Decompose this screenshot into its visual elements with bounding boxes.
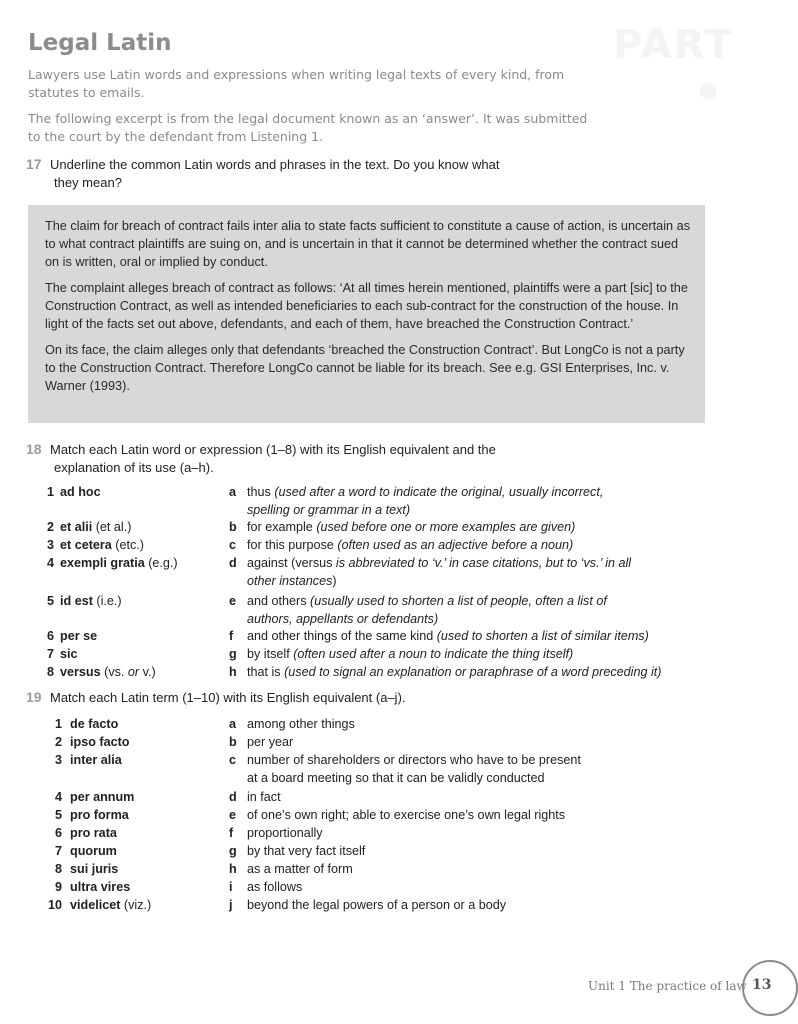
definition-item: b for example (used before one or more examples are given): [229, 520, 576, 534]
task-19-instruction: [26, 688, 630, 707]
definition-item: a thus (used after a word to indicate the original, usually incorrect, spelling or grammar in a text): [229, 485, 604, 517]
term-item: 3 et cetera (etc.): [46, 538, 144, 552]
instruction-line: Match each Latin term (1–10) with its English equivalent (a–j).: [50, 690, 406, 705]
term-item: 3 inter alia: [54, 753, 122, 767]
term-item: 4 exempli gratia (e.g.): [46, 556, 178, 570]
definition-item: j beyond the legal powers of a person or a body: [229, 898, 507, 912]
background-watermark-2: ●: [698, 78, 718, 103]
definition-item: b per year: [229, 735, 294, 749]
term-item: 1 ad hoc: [46, 485, 101, 499]
definition-item: h that is (used to signal an explanation or paraphrase of a word preceding it): [229, 665, 662, 679]
definition-item: g by that very fact itself: [229, 844, 366, 858]
task-number: 18: [26, 441, 42, 457]
term-item: 6 pro rata: [54, 826, 117, 840]
definition-item: f and other things of the same kind (used to shorten a list of similar items): [229, 629, 649, 643]
background-watermark: PART: [613, 22, 734, 68]
definition-item: d against (versus is abbreviated to ‘v.’ in case citations, but to ‘vs.’ in all other instances): [229, 556, 632, 588]
term-item: 5 pro forma: [54, 808, 129, 822]
task-17-instruction: [26, 155, 630, 192]
definition-item: e and others (usually used to shorten a list of people, often a list of authors, appellants or defendants): [229, 594, 607, 626]
legal-excerpt-box: [28, 205, 705, 423]
intro-paragraph-2: The following excerpt is from the legal document known as an ‘answer’. It was submitted to the court by the defendant from Listening 1.: [28, 111, 588, 144]
term-item: 10 videlicet (viz.): [47, 898, 152, 912]
definition-item: c for this purpose (often used as an adjective before a noun): [229, 538, 574, 552]
definition-item: f proportionally: [229, 826, 323, 840]
excerpt-paragraph: The claim for breach of contract fails inter alia to state facts sufficient to constitute a cause of action, is uncertain as to what contract plaintiffs are suing on, and is uncertain in that it cannot be determined whether the contract sued on is written, oral or implied by conduct.: [45, 219, 691, 269]
term-item: 2 ipso facto: [54, 735, 130, 749]
instruction-line: explanation of its use (a–h).: [54, 460, 214, 475]
definition-item: h as a matter of form: [229, 862, 353, 876]
excerpt-paragraph: On its face, the claim alleges only that defendants ‘breached the Construction Contract’. But LongCo is not a party to the Construction Contract. Therefore LongCo cannot be liable for its breach. See e.g. GSI Enterprises, Inc. v. Warner (1993).: [45, 343, 685, 393]
term-item: 4 per annum: [54, 790, 135, 804]
term-item: 7 sic: [46, 647, 78, 661]
task-number: 17: [26, 156, 42, 172]
term-item: 8 versus (vs. or v.): [46, 665, 156, 679]
definition-item: c number of shareholders or directors who have to be present at a board meeting so that it can be validly conducted: [229, 753, 581, 785]
task-number: 19: [26, 689, 42, 705]
definition-item: g by itself (often used after a noun to indicate the thing itself): [229, 647, 574, 661]
term-item: 6 per se: [46, 629, 98, 643]
definition-item: a among other things: [229, 717, 355, 731]
page-number: 13: [752, 977, 772, 993]
instruction-line: Underline the common Latin words and phrases in the text. Do you know what: [50, 157, 500, 172]
definition-item: e of one’s own right; able to exercise one’s own legal rights: [229, 808, 566, 822]
term-item: 8 sui juris: [54, 862, 119, 876]
term-item: 2 et alii (et al.): [46, 520, 132, 534]
instruction-line: they mean?: [54, 175, 122, 190]
definition-item: i as follows: [229, 880, 303, 894]
term-item: 1 de facto: [54, 717, 119, 731]
footer-unit-title: Unit 1 The practice of law: [588, 979, 747, 993]
task-18-instruction: [26, 440, 630, 477]
definition-item: d in fact: [229, 790, 281, 804]
page-title: Legal Latin: [28, 30, 172, 56]
term-item: 9 ultra vires: [54, 880, 131, 894]
intro-paragraph-1: Lawyers use Latin words and expressions when writing legal texts of every kind, from statutes to emails.: [28, 67, 565, 100]
term-item: 5 id est (i.e.): [46, 594, 122, 608]
excerpt-paragraph: The complaint alleges breach of contract as follows: ‘At all times herein mentioned, plaintiffs were a part [sic] to the Construction Contract, as well as intended beneficiaries to each sub-contract for the construction of the house. In light of the facts set out above, defendants, and each of them, have breached the Construction Contract.’: [45, 281, 688, 331]
instruction-line: Match each Latin word or expression (1–8) with its English equivalent and the: [50, 442, 496, 457]
term-item: 7 quorum: [54, 844, 117, 858]
